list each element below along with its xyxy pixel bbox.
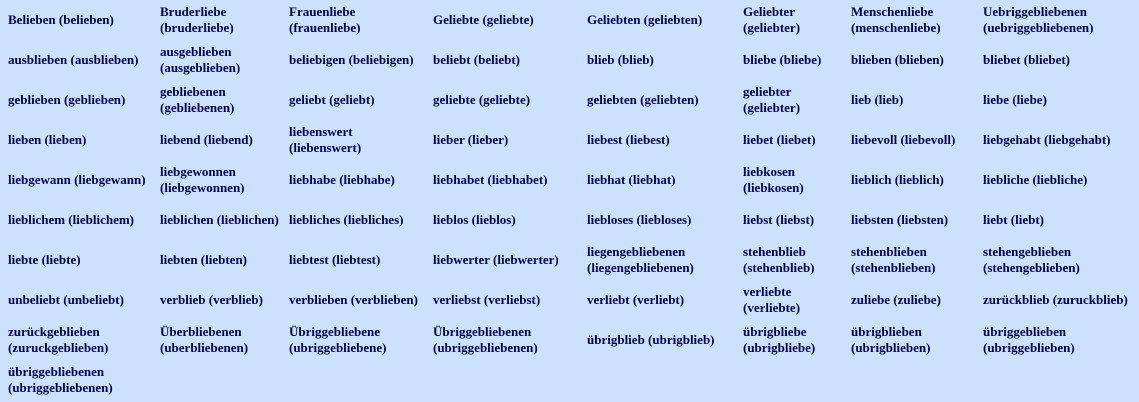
word-text: übrigblieben (ubrigblieben) xyxy=(851,324,931,355)
word-cell xyxy=(425,80,579,120)
word-text: verblieben (verblieben) xyxy=(289,292,418,307)
word-text: liebsten (liebsten) xyxy=(851,212,949,227)
word-cell xyxy=(152,360,281,400)
word-cell xyxy=(843,40,975,80)
word-cell xyxy=(281,200,425,240)
word-cell xyxy=(975,40,1139,80)
word-cell xyxy=(425,320,579,360)
word-cell xyxy=(281,40,425,80)
word-text: Menschenliebe (menschenliebe) xyxy=(851,4,941,35)
word-cell xyxy=(0,320,152,360)
word-cell xyxy=(281,160,425,200)
word-cell xyxy=(579,0,735,40)
word-text: gebliebenen (gebliebenen) xyxy=(160,84,235,115)
word-cell xyxy=(975,200,1139,240)
word-cell xyxy=(975,360,1139,400)
word-text: stehengeblieben (stehengeblieben) xyxy=(983,244,1080,275)
word-cell xyxy=(975,80,1139,120)
word-text: blieb (blieb) xyxy=(587,52,654,67)
word-cell xyxy=(735,80,843,120)
word-text: lieblichen (lieblichen) xyxy=(160,212,279,227)
word-text: lieblos (lieblos) xyxy=(433,212,516,227)
word-cell xyxy=(425,40,579,80)
word-cell xyxy=(735,200,843,240)
word-text: stehenblieb (stehenblieb) xyxy=(743,244,815,275)
word-cell xyxy=(735,280,843,320)
word-cell xyxy=(579,240,735,280)
word-text: liebend (liebend) xyxy=(160,132,253,147)
word-cell xyxy=(735,360,843,400)
word-text: Frauenliebe (frauenliebe) xyxy=(289,4,361,35)
word-cell xyxy=(0,0,152,40)
word-cell xyxy=(975,160,1139,200)
word-cell xyxy=(152,280,281,320)
word-cell xyxy=(843,80,975,120)
word-cell xyxy=(735,320,843,360)
word-text: geliebter (geliebter) xyxy=(743,84,801,115)
word-text: lieber (lieber) xyxy=(433,132,509,147)
word-cell xyxy=(152,240,281,280)
word-cell xyxy=(0,200,152,240)
word-text: geblieben (geblieben) xyxy=(8,92,126,107)
word-cell xyxy=(0,40,152,80)
word-cell xyxy=(975,280,1139,320)
word-text: liebgewonnen (liebgewonnen) xyxy=(160,164,245,195)
word-text: geliebten (geliebten) xyxy=(587,92,699,107)
word-text: Geliebte (geliebte) xyxy=(433,12,534,27)
word-text: liebte (liebte) xyxy=(8,252,81,267)
word-cell xyxy=(425,160,579,200)
word-text: Belieben (belieben) xyxy=(8,12,114,27)
word-cell xyxy=(843,240,975,280)
word-text: lieb (lieb) xyxy=(851,92,904,107)
word-text: beliebt (beliebt) xyxy=(433,52,521,67)
word-cell xyxy=(735,40,843,80)
word-text: Bruderliebe (bruderliebe) xyxy=(160,4,234,35)
word-cell xyxy=(425,240,579,280)
word-cell xyxy=(425,360,579,400)
word-cell xyxy=(0,120,152,160)
word-text: liebtest (liebtest) xyxy=(289,252,381,267)
word-cell xyxy=(843,120,975,160)
word-cell xyxy=(579,320,735,360)
word-text: Übriggebliebene (ubriggebliebene) xyxy=(289,324,387,355)
word-text: ausgeblieben (ausgeblieben) xyxy=(160,44,241,75)
word-text: liebliches (liebliches) xyxy=(289,212,404,227)
word-cell xyxy=(843,0,975,40)
word-cell xyxy=(735,240,843,280)
word-cell xyxy=(579,80,735,120)
word-cell xyxy=(843,360,975,400)
word-cell xyxy=(152,200,281,240)
word-text: Geliebter (geliebter) xyxy=(743,4,801,35)
word-text: geliebt (geliebt) xyxy=(289,92,375,107)
word-cell xyxy=(425,200,579,240)
word-text: liebest (liebest) xyxy=(587,132,670,147)
word-cell xyxy=(579,200,735,240)
word-text: lieblichem (lieblichem) xyxy=(8,212,135,227)
word-text: liebt (liebt) xyxy=(983,212,1045,227)
word-text: Geliebten (geliebten) xyxy=(587,12,703,27)
word-text: bliebe (bliebe) xyxy=(743,52,822,67)
word-cell xyxy=(975,320,1139,360)
word-cell xyxy=(735,120,843,160)
word-cell xyxy=(281,280,425,320)
word-text: übriggebliebenen (ubriggebliebenen) xyxy=(8,364,113,395)
word-cell xyxy=(579,280,735,320)
word-cell xyxy=(735,0,843,40)
word-cell xyxy=(0,160,152,200)
word-cell xyxy=(579,120,735,160)
word-text: liebhabe (liebhabe) xyxy=(289,172,395,187)
word-cell xyxy=(975,0,1139,40)
word-cell xyxy=(152,0,281,40)
word-cell xyxy=(152,40,281,80)
word-text: liebten (liebten) xyxy=(160,252,248,267)
word-cell xyxy=(281,360,425,400)
word-text: verliebte (verliebte) xyxy=(743,284,801,315)
word-cell xyxy=(975,120,1139,160)
word-text: liegengebliebenen (liegengebliebenen) xyxy=(587,244,694,275)
word-text: liebe (liebe) xyxy=(983,92,1047,107)
word-text: beliebigen (beliebigen) xyxy=(289,52,414,67)
word-text: liebwerter (liebwerter) xyxy=(433,252,559,267)
word-cell xyxy=(281,320,425,360)
word-text: liebhat (liebhat) xyxy=(587,172,676,187)
word-text: bliebet (bliebet) xyxy=(983,52,1071,67)
word-cell xyxy=(0,240,152,280)
word-text: verliebst (verliebst) xyxy=(433,292,541,307)
word-cell xyxy=(425,280,579,320)
word-cell xyxy=(579,40,735,80)
word-cell xyxy=(0,280,152,320)
word-text: zuliebe (zuliebe) xyxy=(851,292,941,307)
word-cell xyxy=(425,120,579,160)
word-text: lieblich (lieblich) xyxy=(851,172,944,187)
word-cell xyxy=(579,360,735,400)
word-text: liebevoll (liebevoll) xyxy=(851,132,956,147)
word-text: liebloses (liebloses) xyxy=(587,212,692,227)
word-text: übrigblieb (ubrigblieb) xyxy=(587,332,715,347)
word-text: geliebte (geliebte) xyxy=(433,92,531,107)
word-text: Übriggebliebenen (ubriggebliebenen) xyxy=(433,324,538,355)
word-cell xyxy=(843,320,975,360)
word-text: ausblieben (ausblieben) xyxy=(8,52,139,67)
word-text: blieben (blieben) xyxy=(851,52,944,67)
word-cell xyxy=(281,80,425,120)
word-cell xyxy=(843,280,975,320)
word-text: liebgewann (liebgewann) xyxy=(8,172,146,187)
word-text: übrigbliebe (ubrigbliebe) xyxy=(743,324,816,355)
word-cell xyxy=(843,160,975,200)
word-text: übriggeblieben (ubriggeblieben) xyxy=(983,324,1075,355)
word-cell xyxy=(152,160,281,200)
word-text: liebgehabt (liebgehabt) xyxy=(983,132,1111,147)
word-cell xyxy=(0,80,152,120)
word-text: liebst (liebst) xyxy=(743,212,815,227)
word-text: zurückgeblieben (zuruckgeblieben) xyxy=(8,324,109,355)
word-text: zurückblieb (zuruckblieb) xyxy=(983,292,1128,307)
word-text: verliebt (verliebt) xyxy=(587,292,685,307)
word-text: unbeliebt (unbeliebt) xyxy=(8,292,124,307)
word-cell xyxy=(152,320,281,360)
word-cell xyxy=(281,0,425,40)
word-cell xyxy=(152,80,281,120)
word-text: stehenblieben (stehenblieben) xyxy=(851,244,936,275)
word-cell xyxy=(281,120,425,160)
word-text: verblieb (verblieb) xyxy=(160,292,263,307)
word-text: Uebriggebliebenen (uebriggebliebenen) xyxy=(983,4,1094,35)
word-text: liebliche (liebliche) xyxy=(983,172,1088,187)
word-cell xyxy=(735,160,843,200)
word-cell xyxy=(425,0,579,40)
word-cell xyxy=(0,360,152,400)
word-text: Überbliebenen (uberbliebenen) xyxy=(160,324,249,355)
word-cell xyxy=(579,160,735,200)
word-cell xyxy=(152,120,281,160)
word-text: liebhabet (liebhabet) xyxy=(433,172,548,187)
word-text: liebenswert (liebenswert) xyxy=(289,124,362,155)
word-text: liebet (liebet) xyxy=(743,132,816,147)
word-text: lieben (lieben) xyxy=(8,132,87,147)
word-cell xyxy=(843,200,975,240)
word-cell xyxy=(975,240,1139,280)
word-text: liebkosen (liebkosen) xyxy=(743,164,804,195)
word-cell xyxy=(281,240,425,280)
